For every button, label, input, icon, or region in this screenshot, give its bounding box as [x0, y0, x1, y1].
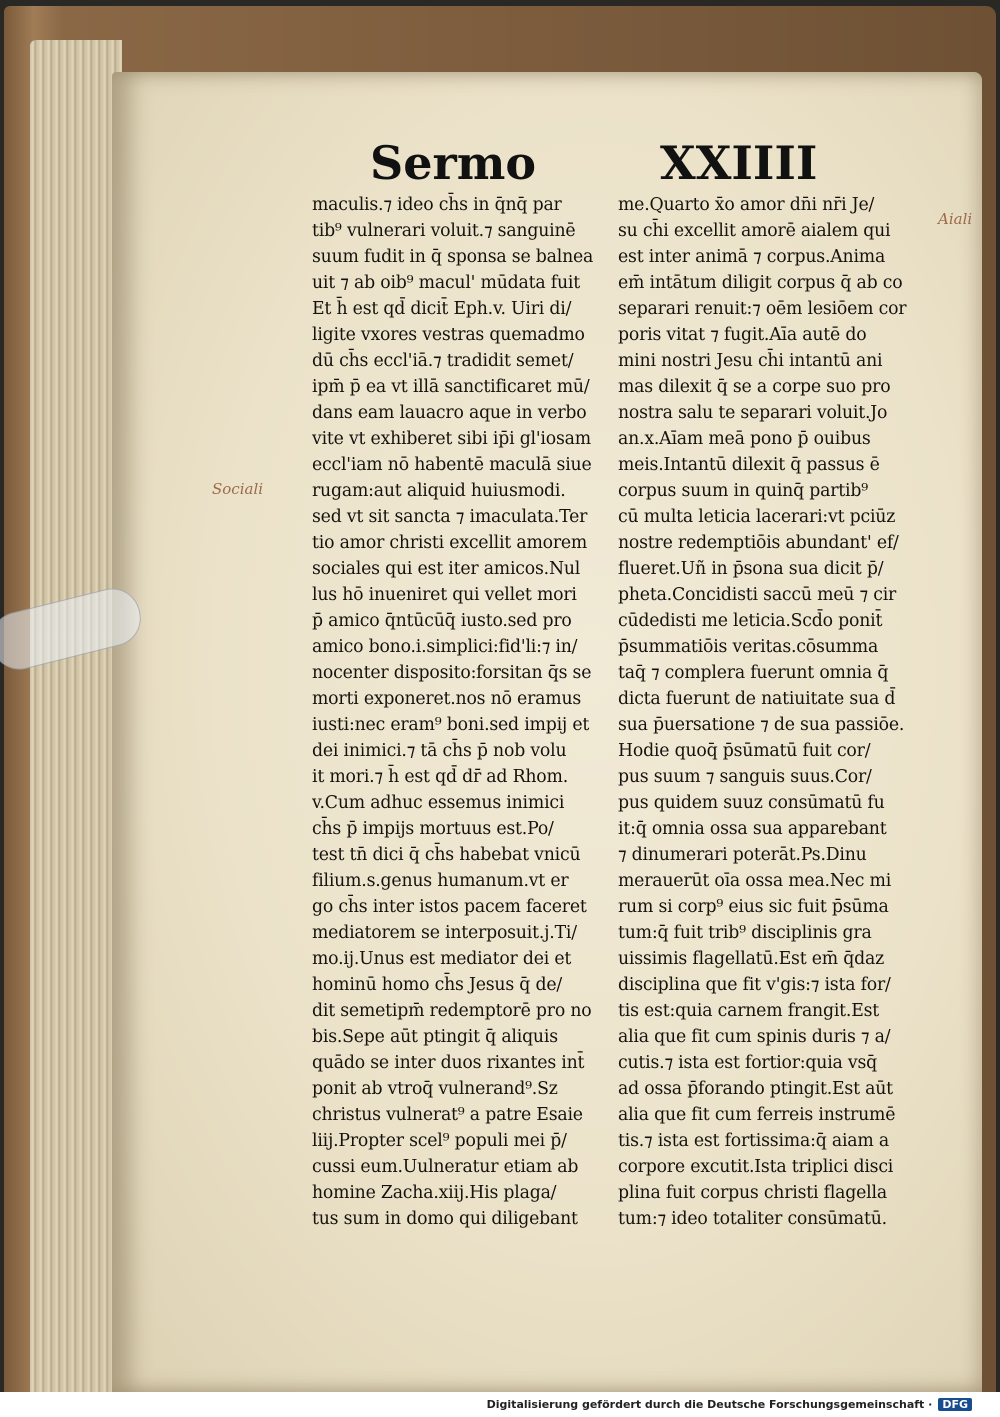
- right-text-line: nostre redemptiōis abundant' ef/: [618, 533, 899, 553]
- left-text-line: dei inimici.⁊ tā ch̄s p̄ nob volu: [312, 741, 567, 761]
- left-text-line: p̄ amico q̄ntūcūq̄ iusto.sed pro: [312, 611, 572, 631]
- left-text-line: cussi eum.Uulneratur etiam ab: [312, 1157, 579, 1177]
- right-text-line: cutis.⁊ ista est fortior:quia vsq̄: [618, 1053, 878, 1073]
- left-text-line: rugam:aut aliquid huiusmodi.: [312, 481, 566, 501]
- left-text-line: amico bono.i.simplici:fid'li:⁊ in/: [312, 637, 578, 657]
- left-text-column: [312, 192, 607, 1232]
- right-text-line: sua p̄uersatione ⁊ de sua passiōe.: [618, 715, 905, 735]
- right-text-line: alia que fit cum spinis duris ⁊ a/: [618, 1027, 891, 1047]
- left-text-line: ligite vxores vestras quemadmo: [312, 325, 585, 345]
- credit-text: Digitalisierung gefördert durch die Deutsche Forschungsgemeinschaft ·: [486, 1398, 933, 1411]
- right-text-line: tis.⁊ ista est fortissima:q̄ aiam a: [618, 1131, 889, 1151]
- left-text-line: tio amor christi excellit amorem: [312, 533, 588, 553]
- right-text-line: mini nostri Jesu ch̄i intantū ani: [618, 351, 883, 371]
- left-text-line: dit semetipm̄ redemptorē pro no: [312, 1001, 592, 1021]
- right-text-line: corpus suum in quinq̄ partib⁹: [618, 481, 868, 501]
- right-text-line: plina fuit corpus christi flagella: [618, 1183, 887, 1203]
- left-text-line: uit ⁊ ab oib⁹ macul' mūdata fuit: [312, 273, 580, 293]
- left-text-line: nocenter disposito:forsitan q̄s se: [312, 663, 592, 683]
- left-text-line: v.Cum adhuc essemus inimici: [312, 793, 565, 813]
- right-text-line: pus quidem suuz consūmatū fu: [618, 793, 885, 813]
- left-text-line: go ch̄s inter istos pacem faceret: [312, 897, 587, 917]
- left-text-line: maculis.⁊ ideo ch̄s in q̄nq̄ par: [312, 195, 562, 215]
- right-text-line: merauerūt oīa ossa mea.Nec mi: [618, 871, 892, 891]
- right-text-line: mas dilexit q̄ se a corpe suo pro: [618, 377, 891, 397]
- left-text-line: ponit ab vtroq̄ vulnerand⁹.Sz: [312, 1079, 558, 1099]
- right-text-line: su ch̄i excellit amorē aialem qui: [618, 221, 891, 241]
- right-text-line: alia que fit cum ferreis instrumē: [618, 1105, 896, 1125]
- left-text-line: hominū homo ch̄s Jesus q̄ de/: [312, 975, 562, 995]
- right-text-line: meis.Intantū dilexit q̄ passus ē: [618, 455, 880, 475]
- left-text-line: lus hō inueniret qui vellet mori: [312, 585, 577, 605]
- left-text-line: dans eam lauacro aque in verbo: [312, 403, 587, 423]
- right-text-line: ad ossa p̄forando ptingit.Est aūt: [618, 1079, 893, 1099]
- right-text-line: Hodie quoq̄ p̄sūmatū fuit cor/: [618, 741, 871, 761]
- right-text-line: rum si corp⁹ eius sic fuit p̄sūma: [618, 897, 889, 917]
- right-text-line: it:q̄ omnia ossa sua apparebant: [618, 819, 887, 839]
- left-text-line: suum fudit in q̄ sponsa se balnea: [312, 247, 594, 267]
- right-text-column: [618, 192, 913, 1232]
- left-text-line: ipm̄ p̄ ea vt illā sanctificaret mū/: [312, 377, 590, 397]
- digitization-credit: [487, 1398, 972, 1411]
- left-text-line: sociales qui est iter amicos.Nul: [312, 559, 581, 579]
- left-text-line: mo.ij.Unus est mediator dei et: [312, 949, 572, 969]
- page-heading: [370, 136, 820, 196]
- left-text-line: bis.Sepe aūt ptingit q̄ aliquis: [312, 1027, 558, 1047]
- left-text-line: it mori.⁊ h̄ est qd̄ dr̄ ad Rhom.: [312, 767, 568, 787]
- right-text-line: flueret.Uñ in p̄sona sua dicit p̄/: [618, 559, 884, 579]
- dfg-logo: DFG: [938, 1398, 972, 1411]
- left-text-line: liij.Propter scel⁹ populi mei p̄/: [312, 1131, 567, 1151]
- left-text-line: sed vt sit sancta ⁊ imaculata.Ter: [312, 507, 588, 527]
- right-text-line: poris vitat ⁊ fugit.Aīa autē do: [618, 325, 867, 345]
- left-text-line: homine Zacha.xiij.His plaga/: [312, 1183, 557, 1203]
- right-text-line: p̄summatiōis veritas.cōsumma: [618, 637, 879, 657]
- left-text-line: vite vt exhiberet sibi ip̄i gl'iosam: [312, 429, 591, 449]
- heading-number: XXIIII: [660, 136, 818, 190]
- right-text-line: nostra salu te separari voluit.Jo: [618, 403, 888, 423]
- right-text-line: dicta fuerunt de natiuitate sua d̄: [618, 689, 896, 709]
- left-text-line: eccl'iam nō habentē maculā siue: [312, 455, 592, 475]
- left-text-line: ch̄s p̄ impijs mortuus est.Po/: [312, 819, 554, 839]
- heading-sermo: Sermo: [370, 136, 537, 190]
- page-edges: [30, 40, 122, 1392]
- right-text-line: pus suum ⁊ sanguis suus.Cor/: [618, 767, 872, 787]
- right-text-line: separari renuit:⁊ oēm lesiōem cor: [618, 299, 907, 319]
- right-text-line: est inter animā ⁊ corpus.Anima: [618, 247, 886, 267]
- margin-note-left: Sociali: [212, 480, 264, 498]
- right-text-line: me.Quarto x̄o amor dn̄i nr̄i Je/: [618, 195, 875, 215]
- margin-note-right: Aiali: [938, 210, 973, 228]
- left-text-line: tus sum in domo qui diligebant: [312, 1209, 578, 1229]
- right-text-line: tis est:quia carnem frangit.Est: [618, 1001, 880, 1021]
- left-text-line: Et h̄ est qd̄ dicit̄ Eph.v. Uiri di/: [312, 299, 572, 319]
- left-text-line: filium.s.genus humanum.vt er: [312, 871, 569, 891]
- right-text-line: tum:q̄ fuit trib⁹ disciplinis gra: [618, 923, 872, 943]
- right-text-line: an.x.Aīam meā pono p̄ ouibus: [618, 429, 871, 449]
- right-text-line: ⁊ dinumerari poterāt.Ps.Dinu: [618, 845, 867, 865]
- right-text-line: disciplina que fit v'gis:⁊ ista for/: [618, 975, 891, 995]
- left-text-line: dū ch̄s eccl'iā.⁊ tradidit semet/: [312, 351, 574, 371]
- left-text-line: iusti:nec eram⁹ boni.sed impij et: [312, 715, 590, 735]
- right-text-line: em̄ intātum diligit corpus q̄ ab co: [618, 273, 903, 293]
- left-text-line: mediatorem se interposuit.j.Ti/: [312, 923, 577, 943]
- right-text-line: cūdedisti me leticia.Scd̄o ponit̄: [618, 611, 883, 631]
- left-text-line: tib⁹ vulnerari voluit.⁊ sanguinē: [312, 221, 576, 241]
- left-text-line: morti exponeret.nos nō eramus: [312, 689, 582, 709]
- left-text-line: christus vulnerat⁹ a patre Esaie: [312, 1105, 583, 1125]
- right-text-line: pheta.Concidisti saccū meū ⁊ cir: [618, 585, 897, 605]
- right-text-line: cū multa leticia lacerari:vt pciūz: [618, 507, 896, 527]
- right-text-line: tum:⁊ ideo totaliter consūmatū.: [618, 1209, 887, 1229]
- right-text-line: uissimis flagellatū.Est em̄ q̄daz: [618, 949, 884, 969]
- left-text-line: test tn̄ dici q̄ ch̄s habebat vnicū: [312, 845, 581, 865]
- right-text-line: taq̄ ⁊ complera fuerunt omnia q̄: [618, 663, 889, 683]
- right-text-line: corpore excutit.Ista triplici disci: [618, 1157, 894, 1177]
- left-text-line: quādo se inter duos rixantes int̄: [312, 1053, 585, 1073]
